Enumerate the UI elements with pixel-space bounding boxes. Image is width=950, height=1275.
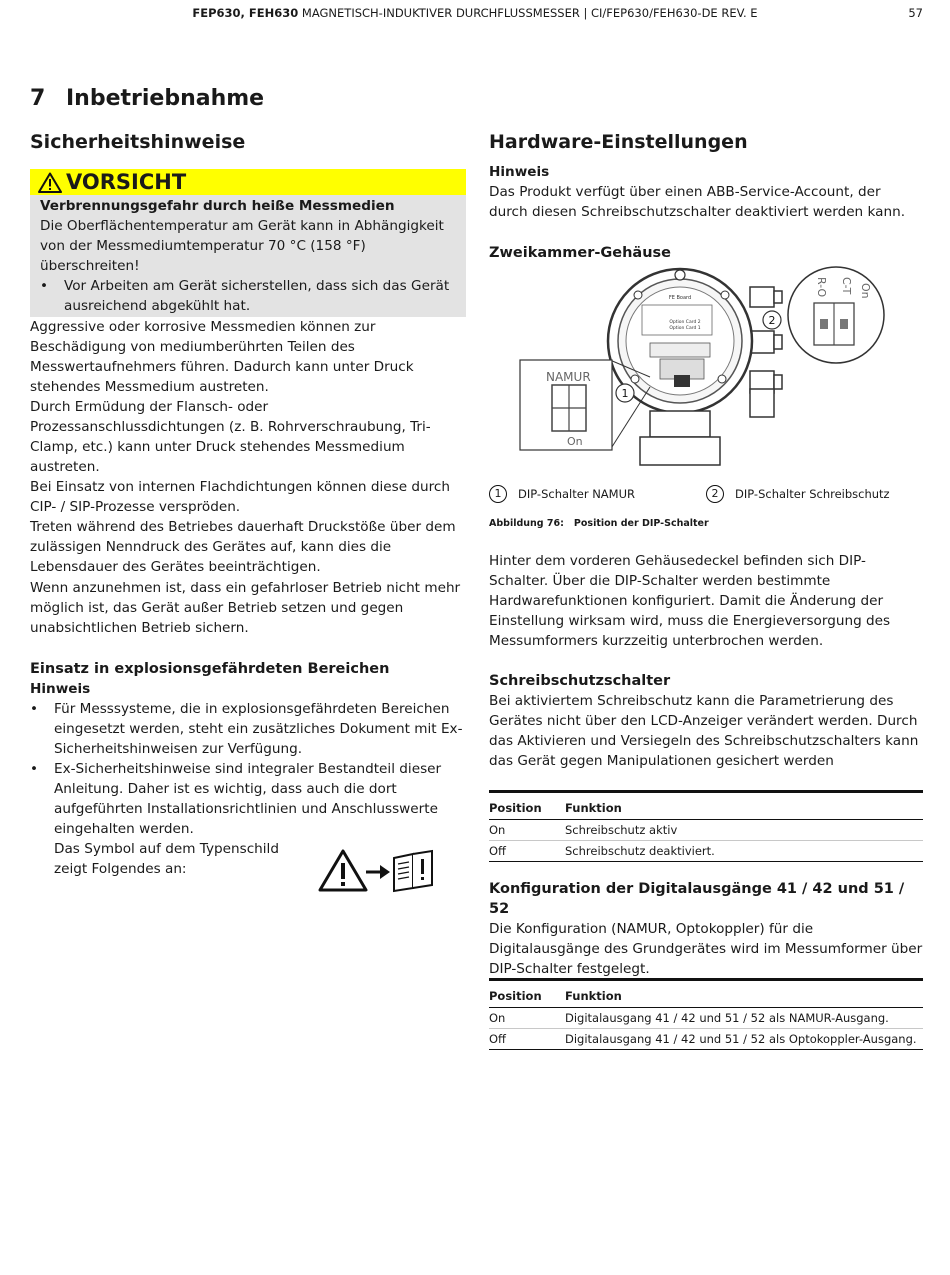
table-row (489, 820, 923, 841)
chapter-title: Inbetriebnahme (66, 86, 265, 111)
caption-title: Position der DIP-Schalter (573, 518, 709, 529)
table-cell: Schreibschutz aktiv (565, 823, 678, 837)
paragraph: Bei Einsatz von internen Flachdichtungen können diese durch CIP- / SIP-Prozesse verspröden. (30, 479, 451, 515)
warning-triangle-icon (38, 172, 62, 193)
table-cell: Digitalausgang 41 / 42 und 51 / 52 als NAMUR-Ausgang. (565, 1011, 889, 1025)
on-label-2: On (859, 283, 872, 299)
ex-section (30, 659, 466, 879)
legend-number: 2 (706, 485, 724, 503)
table-cell: Schreibschutz deaktiviert. (565, 844, 715, 858)
callout-2: 2 (768, 314, 776, 327)
caution-label: VORSICHT (66, 170, 187, 194)
column-header: Funktion (565, 801, 622, 815)
namur-on-label: On (567, 435, 583, 448)
table-cell: Digitalausgang 41 / 42 und 51 / 52 als Optokoppler-Ausgang. (565, 1032, 917, 1046)
legend-number: 1 (489, 485, 507, 503)
safety-heading: Sicherheitshinweise (30, 131, 246, 153)
read-manual-icon (318, 848, 438, 894)
column-header: Position (489, 989, 542, 1003)
digital-output-heading: Konfiguration der Digitalausgänge 41 / 42 und 51 / 52 (489, 881, 905, 917)
option-card-1-label: Option Card 1 (669, 326, 701, 331)
symbol-text: Das Symbol auf dem Typenschild zeigt Folgendes an: (54, 841, 279, 877)
ex-heading: Einsatz in explosionsgefährdeten Bereichen (30, 661, 390, 677)
caution-text: Die Oberflächentemperatur am Gerät kann in Abhängigkeit von der Messmediumtemperatur 70 °C (158 °F) überschreiten! (40, 218, 444, 274)
caution-title: Verbrennungsgefahr durch heiße Messmedien (40, 198, 395, 214)
figure-caption (489, 518, 709, 529)
caution-body (30, 195, 466, 317)
chapter-heading (30, 86, 264, 111)
write-protect-heading: Schreibschutzschalter (489, 673, 671, 689)
dip-paragraph (489, 551, 923, 651)
table-cell: Off (489, 1032, 506, 1046)
paragraph: Aggressive oder korrosive Messmedien können zur Beschädigung von mediumberührten Teilen des Messwertaufnehmers führen. Dadurch kann unter Druck stehendes Messmedium austreten. (30, 319, 414, 395)
chapter-number: 7 (30, 86, 46, 111)
caution-box (30, 169, 466, 317)
list-item: • Vor Arbeiten am Gerät sicherstellen, dass sich das Gerät ausreichend abgekühlt hat. (40, 276, 456, 316)
ex-bullets (30, 699, 466, 839)
paragraph: Treten während des Betriebes dauerhaft Druckstöße über dem zulässigen Nenndruck des Gerätes auf, kann dies die Lebensdauer des Gerätes beeinträchtigen. (30, 519, 456, 575)
paragraph: Durch Ermüdung der Flansch- oder Prozessanschlussdichtungen (z. B. Rohrverschraubung, Tri-Clamp, etc.) kann unter Druck stehendes Messmedium austreten. (30, 399, 431, 475)
table-header-row (489, 792, 923, 820)
dip-switch-figure (510, 265, 890, 470)
digital-output-table (489, 978, 923, 1050)
header-product: FEP630, FEH630 (192, 6, 299, 20)
header-subtitle: MAGNETISCH-INDUKTIVER DURCHFLUSSMESSER | CI/FEP630/FEH630-DE REV. E (301, 6, 758, 20)
caution-bullets (40, 276, 456, 316)
table-row (489, 1008, 923, 1029)
legend-text: DIP-Schalter Schreibschutz (735, 487, 890, 501)
callout-1: 1 (621, 387, 629, 400)
list-item: • Für Messsysteme, die in explosionsgefährdeten Bereichen eingesetzt werden, steht ein zusätzliches Dokument mit Ex-Sicherheitshinweisen zur Verfügung. (30, 699, 466, 759)
shutdown-paragraph (30, 578, 466, 638)
legend-item-1 (489, 485, 635, 503)
write-protect-text: Bei aktiviertem Schreibschutz kann die Parametrierung des Gerätes nicht über den LCD-Anzeiger verändert werden. Durch das Aktivieren und Versiegeln des Schreibschutzschalters kann das Gerät gegen Manipulationen gesichert werden (489, 693, 919, 769)
header-title (0, 6, 950, 20)
list-item: • Ex-Sicherheitshinweise sind integraler Bestandteil dieser Anleitung. Daher ist es wichtig, dass auch die dort aufgeführten Installationsrichtlinien und Anschlusswerte eingehalten werden. (30, 759, 466, 839)
table-cell: On (489, 1011, 506, 1025)
ex-note-label: Hinweis (30, 681, 91, 697)
table-cell: Off (489, 844, 506, 858)
hardware-note-text: Das Produkt verfügt über einen ABB-Service-Account, der durch diesen Schreibschutzschalter deaktiviert werden kann. (489, 184, 906, 220)
table-row (489, 841, 923, 862)
housing-heading: Zweikammer-Gehäuse (489, 245, 671, 261)
hardware-heading: Hardware-Einstellungen (489, 131, 748, 153)
caution-header (30, 169, 466, 195)
paragraph: Wenn anzunehmen ist, dass ein gefahrloser Betrieb nicht mehr möglich ist, das Gerät außer Betrieb setzen und gegen unabsichtlichen Betrieb sichern. (30, 580, 461, 636)
page-header (0, 4, 950, 22)
legend-text: DIP-Schalter NAMUR (518, 487, 635, 501)
digital-output-text: Die Konfiguration (NAMUR, Optokoppler) für die Digitalausgänge des Grundgerätes wird im Messumformer über DIP-Schalter festgelegt. (489, 921, 923, 977)
write-protect-table (489, 790, 923, 862)
ct-label: C-T (840, 277, 853, 295)
table-cell: On (489, 823, 506, 837)
namur-label: NAMUR (546, 370, 591, 384)
board-label: FE Board (668, 295, 692, 301)
page-number: 57 (908, 6, 923, 20)
hazard-paragraphs (30, 317, 466, 577)
write-protect-section (489, 671, 923, 771)
table-header-row (489, 980, 923, 1008)
hardware-note-label: Hinweis (489, 164, 550, 180)
column-header: Position (489, 801, 542, 815)
hardware-note (489, 162, 923, 222)
paragraph: Hinter dem vorderen Gehäusedeckel befinden sich DIP-Schalter. Über die DIP-Schalter werden bestimmte Hardwarefunktionen konfiguriert. Damit die Änderung der Einstellung wirksam wird, muss die Energieversorgung des Messumformers kurzzeitig unterbrochen werden. (489, 553, 891, 649)
ro-label: R-O (815, 277, 828, 298)
caption-label: Abbildung 76: (489, 518, 564, 529)
legend-item-2 (706, 485, 890, 503)
column-header: Funktion (565, 989, 622, 1003)
table-row (489, 1029, 923, 1050)
option-card-2-label: Option Card 2 (669, 320, 701, 325)
digital-output-section (489, 879, 923, 979)
